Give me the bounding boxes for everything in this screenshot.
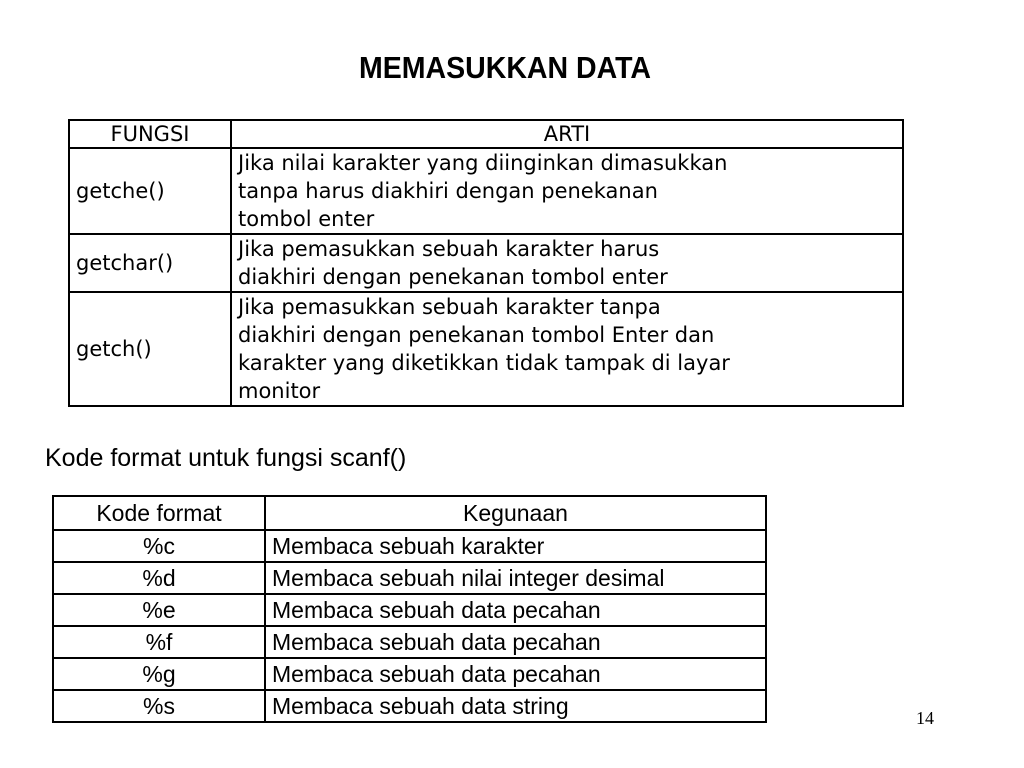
table-header-row xyxy=(53,496,766,530)
header-kegunaan: Kegunaan xyxy=(265,496,766,530)
format-usage: Membaca sebuah data pecahan xyxy=(265,626,766,658)
description-line: diakhiri dengan penekanan tombol enter xyxy=(238,265,668,289)
header-fungsi: FUNGSI xyxy=(69,120,231,148)
description-line: tombol enter xyxy=(238,207,375,231)
function-name: getchar() xyxy=(69,234,231,292)
page-title: MEMASUKKAN DATA xyxy=(358,50,652,85)
format-code: %d xyxy=(53,562,265,594)
format-code: %g xyxy=(53,658,265,690)
function-name: getche() xyxy=(69,148,231,234)
header-arti: ARTI xyxy=(231,120,903,148)
function-description xyxy=(231,234,903,292)
format-code: %s xyxy=(53,690,265,722)
format-code-table xyxy=(52,495,767,723)
format-usage: Membaca sebuah nilai integer desimal xyxy=(265,562,766,594)
table-row xyxy=(53,690,766,722)
table-row xyxy=(53,594,766,626)
description-line: Jika nilai karakter yang diinginkan dimasukkan xyxy=(238,151,728,175)
format-code: %e xyxy=(53,594,265,626)
description-line: tanpa harus diakhiri dengan penekanan xyxy=(238,179,658,203)
table-row xyxy=(53,562,766,594)
description-line: monitor xyxy=(238,379,321,403)
page-number: 14 xyxy=(916,708,934,728)
format-usage: Membaca sebuah data pecahan xyxy=(265,594,766,626)
table-row xyxy=(69,148,903,234)
section-subtitle: Kode format untuk fungsi scanf() xyxy=(45,444,407,472)
format-code: %c xyxy=(53,530,265,562)
function-description xyxy=(231,292,903,406)
table-row xyxy=(53,626,766,658)
function-name: getch() xyxy=(69,292,231,406)
table-row xyxy=(53,530,766,562)
header-kode-format: Kode format xyxy=(53,496,265,530)
format-usage: Membaca sebuah data pecahan xyxy=(265,658,766,690)
description-line: Jika pemasukkan sebuah karakter tanpa xyxy=(238,295,661,319)
description-line: karakter yang diketikkan tidak tampak di layar xyxy=(238,351,730,375)
format-code: %f xyxy=(53,626,265,658)
description-line: diakhiri dengan penekanan tombol Enter dan xyxy=(238,323,715,347)
functions-table xyxy=(68,119,904,407)
description-line: Jika pemasukkan sebuah karakter harus xyxy=(238,237,660,261)
function-description xyxy=(231,148,903,234)
format-usage: Membaca sebuah data string xyxy=(265,690,766,722)
table-row xyxy=(69,234,903,292)
format-usage: Membaca sebuah karakter xyxy=(265,530,766,562)
table-row xyxy=(53,658,766,690)
table-header-row xyxy=(69,120,903,148)
table-row xyxy=(69,292,903,406)
